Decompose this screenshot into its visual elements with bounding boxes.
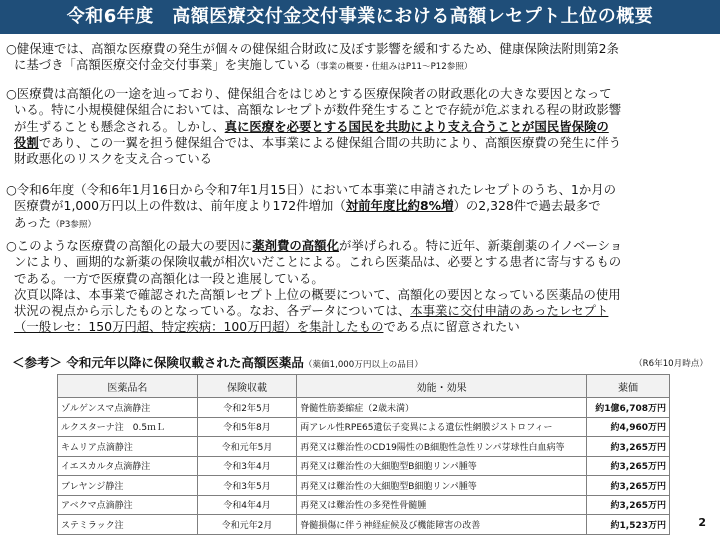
indication: 両アレル性RPE65遺伝子変異による遺伝性網膜ジストロフィー — [297, 417, 587, 437]
table-row — [58, 437, 670, 457]
listing-date: 令和3年5月 — [197, 476, 297, 496]
indication: 脊髄損傷に伴う神経症候及び機能障害の改善 — [297, 515, 587, 535]
p3-line-3: あった（P3参照） — [14, 214, 97, 230]
p4-underline-2: （一般レセ：150万円超、特定疾病：100万円超）を集計したもの — [14, 319, 384, 335]
header-indication: 効能・効果 — [297, 375, 587, 398]
p2-emphasis-1: 真に医療を必要とする国民を共助により支え合うことが国民皆保険の — [224, 118, 609, 134]
p2-emphasis-2: 役割 — [14, 134, 39, 150]
drug-name: ゾルゲンスマ点滴静注 — [58, 398, 198, 418]
paragraph-2 — [6, 86, 712, 167]
listing-date: 令和元年5月 — [197, 437, 297, 457]
table-row — [58, 417, 670, 437]
drug-name: イエスカルタ点滴静注 — [58, 456, 198, 476]
reference-heading: ＜参考＞ 令和元年以降に保険収載された高額医薬品（薬価1,000万円以上の品目） — [12, 355, 423, 370]
header-drug-name: 医薬品名 — [58, 375, 198, 398]
p4-line-4: 次頁以降は、本事業で確認された高額レセプト上位の概要について、高額化の要因となっている医薬品の使用 — [14, 286, 621, 302]
listing-date: 令和3年4月 — [197, 456, 297, 476]
reference-note: （薬価1,000万円以上の品目） — [303, 360, 423, 370]
paragraph-3 — [6, 182, 712, 233]
indication: 再発又は難治性の多発性骨髄腫 — [297, 495, 587, 515]
drug-price: 約3,265万円 — [587, 437, 670, 457]
drug-price: 約1,523万円 — [587, 515, 670, 535]
p2-line-4: 役割であり、この一翼を担う健保組合では、本事業による健保組合間の共助により、高額医療費の発生に伴う — [14, 134, 622, 150]
p4-line-3: である。一方で医療費の高額化は一段と進展している。 — [14, 270, 324, 286]
drug-name: ブレヤンジ静注 — [58, 476, 198, 496]
drug-price: 約3,265万円 — [587, 495, 670, 515]
p4-line-2: ンにより、画期的な新薬の保険収載が相次いだことによる。これら医薬品は、必要とする患者に寄与するもの — [14, 254, 622, 270]
indication: 脊髄性筋萎縮症（2歳未満） — [297, 398, 587, 418]
p1-note: （事業の概要・仕組みはP11～P12参照） — [311, 62, 473, 73]
as-of-date: （R6年10月時点） — [634, 359, 708, 369]
p1-line-2: に基づき「高額医療交付金交付事業」を実施している（事業の概要・仕組みはP11～P12参照） — [14, 57, 473, 73]
p3-note: （P3参照） — [51, 219, 97, 230]
slide-title: 令和6年度 高額医療交付金交付事業における高額レセプト上位の概要 — [0, 0, 720, 34]
p4-emphasis: 薬剤費の高額化 — [252, 238, 339, 253]
drug-name: ルクスターナ注 0.5ｍＬ — [58, 417, 198, 437]
listing-date: 令和4年4月 — [197, 495, 297, 515]
table-row — [58, 476, 670, 496]
drug-name: キムリア点滴静注 — [58, 437, 198, 457]
p2-line-2: いる。特に小規模健保組合においては、高額なレセプトが数件発生することで存続が危ぶまれる程の財政影響 — [14, 102, 622, 118]
indication: 再発又は難治性の大細胞型B細胞リンパ腫等 — [297, 476, 587, 496]
table-row — [58, 456, 670, 476]
drug-table — [57, 374, 670, 535]
drug-price: 約3,265万円 — [587, 456, 670, 476]
p2-line-1: ○医療費は高額化の一途を辿っており、健保組合をはじめとする医療保険者の財政悪化の大きな要因となって — [6, 86, 612, 101]
drug-price: 約3,265万円 — [587, 476, 670, 496]
p4-line-5: 状況の視点から示したものとなっている。なお、各データについては、本事業に交付申請のあったレセプト — [14, 303, 609, 319]
header-price: 薬価 — [587, 375, 670, 398]
listing-date: 令和元年2月 — [197, 515, 297, 535]
p3-line-1: ○令和6年度（令和6年1月16日から令和7年1月15日）において本事業に申請されたレセプトのうち、1か月の — [6, 182, 617, 197]
p4-line-6: （一般レセ：150万円超、特定疾病：100万円超）を集計したものである点に留意されたい — [14, 319, 520, 335]
p4-underline-1: 本事業に交付申請のあったレセプト — [410, 303, 609, 319]
p2-line-5: 財政悪化のリスクを支え合っている — [14, 151, 213, 167]
page-number: 2 — [698, 516, 706, 529]
p4-line-1: ○このような医療費の高額化の最大の要因に薬剤費の高額化が挙げられる。特に近年、新薬創薬のイノベーショ — [6, 238, 623, 253]
drug-price: 約1億6,708万円 — [587, 398, 670, 418]
p3-line-2: 医療費が1,000万円以上の件数は、前年度より172件増加（対前年度比約8%増）の2,328件で過去最多で — [14, 198, 601, 214]
drug-name: ステミラック注 — [58, 515, 198, 535]
drug-price: 約4,960万円 — [587, 417, 670, 437]
listing-date: 令和2年5月 — [197, 398, 297, 418]
listing-date: 令和5年8月 — [197, 417, 297, 437]
paragraph-4 — [6, 238, 712, 336]
p1-line-1: ○健保連では、高額な医療費の発生が個々の健保組合財政に及ぼす影響を緩和するため、健康保険法附則第2条 — [6, 41, 619, 56]
table-row — [58, 515, 670, 535]
p2-line-3: が生ずることも懸念される。しかし、真に医療を必要とする国民を共助により支え合うことが国民皆保険の — [14, 118, 609, 134]
table-header-row — [58, 375, 670, 398]
drug-name: アベクマ点滴静注 — [58, 495, 198, 515]
indication: 再発又は難治性のCD19陽性のB細胞性急性リンパ芽球性白血病等 — [297, 437, 587, 457]
p3-emphasis: 対前年度比約8%増 — [345, 198, 454, 214]
header-listing-date: 保険収載 — [197, 375, 297, 398]
table-row — [58, 398, 670, 418]
indication: 再発又は難治性の大細胞型B細胞リンパ腫等 — [297, 456, 587, 476]
paragraph-1 — [6, 41, 712, 76]
table-row — [58, 495, 670, 515]
